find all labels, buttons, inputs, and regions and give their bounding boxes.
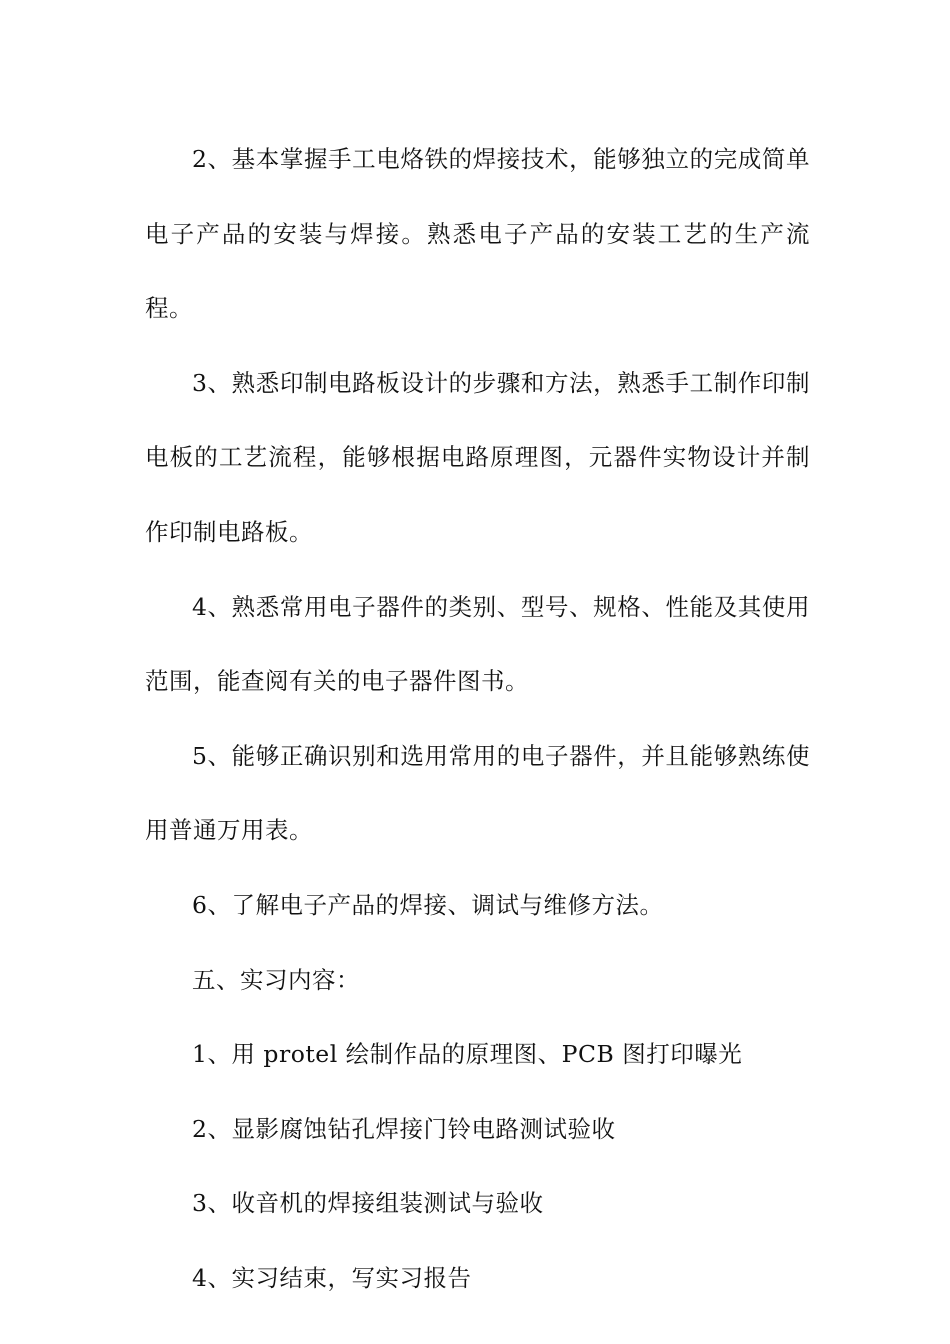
section-heading: 五、实习内容：: [192, 965, 360, 994]
content-item-4: 4、实习结束，写实习报告: [192, 1263, 472, 1292]
content-item-1: 1、用 protel 绘制作品的原理图、PCB 图打印曝光: [192, 1040, 743, 1069]
requirement-paragraph-4: 4、熟悉常用电子器件的类别、型号、规格、性能及其使用范围，能查阅有关的电子器件图书。: [145, 592, 810, 696]
requirement-paragraph-5: 5、能够正确识别和选用常用的电子器件，并且能够熟练使用普通万用表。: [145, 741, 810, 845]
document-body: [145, 122, 810, 1316]
requirement-paragraph-3: 3、熟悉印制电路板设计的步骤和方法，熟悉手工制作印制电板的工艺流程，能够根据电路原理图，元器件实物设计并制作印制电路板。: [145, 368, 810, 546]
requirement-paragraph-6: 6、了解电子产品的焊接、调试与维修方法。: [192, 890, 664, 919]
requirement-paragraph-2: 2、基本掌握手工电烙铁的焊接技术，能够独立的完成简单电子产品的安装与焊接。熟悉电子产品的安装工艺的生产流程。: [145, 145, 810, 323]
content-item-3: 3、收音机的焊接组装测试与验收: [192, 1189, 544, 1218]
content-item-2: 2、显影腐蚀钻孔焊接门铃电路测试验收: [192, 1114, 616, 1143]
